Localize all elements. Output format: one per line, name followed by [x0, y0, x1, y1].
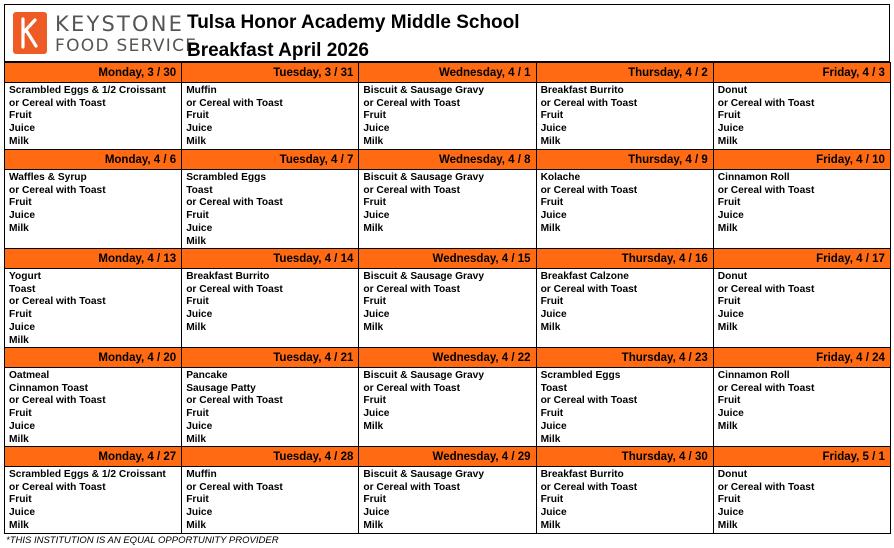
menu-item: Fruit — [540, 494, 564, 506]
menu-items — [537, 170, 713, 236]
menu-item: Juice — [540, 420, 567, 432]
menu-item: Juice — [717, 123, 744, 135]
menu-item: Breakfast Burrito — [540, 469, 624, 480]
menu-header — [4, 4, 890, 62]
menu-item: or Cereal with Toast — [363, 97, 460, 109]
menu-items — [5, 83, 181, 149]
menu-item: Milk — [363, 420, 384, 432]
day-cell — [537, 249, 714, 348]
menu-item: Pancake — [186, 370, 228, 381]
day-cell — [537, 150, 714, 249]
menu-item: Juice — [9, 420, 36, 432]
day-cell — [182, 249, 359, 348]
menu-item: Milk — [186, 519, 207, 531]
menu-item: Sausage Patty — [186, 382, 256, 394]
menu-item: Biscuit & Sausage Gravy — [363, 85, 484, 96]
menu-item: Milk — [9, 334, 29, 346]
menu-item: Milk — [186, 235, 207, 247]
menu-item: Milk — [717, 321, 738, 333]
menu-item: Juice — [363, 309, 390, 321]
menu-item: Milk — [540, 519, 561, 531]
menu-item: Scrambled Eggs — [540, 370, 621, 381]
menu-item: Juice — [186, 507, 213, 519]
menu-items — [182, 170, 358, 248]
menu-item: Milk — [540, 222, 561, 234]
day-cell — [714, 63, 891, 150]
menu-item: or Cereal with Toast — [9, 395, 106, 407]
day-cell — [359, 150, 536, 249]
menu-items — [359, 467, 535, 533]
day-header: Friday, 4 / 10 — [714, 150, 890, 170]
menu-item: Juice — [186, 222, 213, 234]
menu-item: Juice — [363, 408, 390, 420]
day-header: Monday, 4 / 20 — [5, 348, 181, 368]
menu-item: Juice — [363, 507, 390, 519]
menu-items — [714, 170, 890, 236]
menu-item: Milk — [186, 135, 207, 147]
menu-item: Milk — [540, 135, 561, 147]
menu-item: Breakfast Burrito — [186, 271, 270, 282]
menu-item: Juice — [540, 210, 567, 222]
menu-item: Fruit — [363, 197, 387, 209]
logo-text-keystone: KEYSTONE — [55, 12, 185, 36]
menu-item: Fruit — [9, 408, 32, 420]
day-cell — [537, 348, 714, 447]
day-cell — [714, 249, 891, 348]
menu-items — [182, 83, 358, 149]
day-cell — [182, 63, 359, 150]
menu-item: Fruit — [186, 210, 209, 222]
menu-item: Fruit — [717, 197, 741, 209]
day-cell — [359, 348, 536, 447]
day-header: Tuesday, 4 / 28 — [182, 447, 358, 467]
day-cell — [714, 447, 891, 534]
menu-item: Biscuit & Sausage Gravy — [363, 172, 484, 183]
menu-item: Milk — [717, 222, 738, 234]
menu-item: Juice — [717, 408, 744, 420]
week-row — [5, 348, 891, 447]
menu-items — [714, 269, 890, 335]
menu-item: Scrambled Eggs & 1/2 Croissant — [9, 85, 166, 96]
menu-item: Milk — [717, 135, 738, 147]
menu-item: Fruit — [186, 408, 209, 420]
menu-item: Milk — [9, 519, 29, 531]
menu-item: Biscuit & Sausage Gravy — [363, 370, 484, 381]
day-cell — [5, 150, 182, 249]
day-header: Thursday, 4 / 30 — [537, 447, 713, 467]
menu-item: Fruit — [9, 494, 32, 506]
menu-item: or Cereal with Toast — [186, 283, 283, 295]
day-cell — [182, 150, 359, 249]
menu-item: Milk — [363, 519, 384, 531]
menu-item: or Cereal with Toast — [717, 184, 815, 196]
menu-item: Toast — [186, 184, 213, 196]
menu-items — [537, 368, 713, 446]
menu-item: Milk — [717, 420, 738, 432]
menu-item: Juice — [540, 309, 567, 321]
keystone-logo — [13, 11, 198, 57]
menu-item: Juice — [363, 210, 390, 222]
menu-item: Donut — [717, 271, 748, 282]
menu-item: Juice — [717, 507, 744, 519]
day-header: Wednesday, 4 / 1 — [359, 63, 535, 83]
menu-items — [5, 368, 181, 446]
menu-items — [182, 269, 358, 335]
menu-item: Fruit — [717, 110, 741, 122]
menu-item: or Cereal with Toast — [717, 481, 815, 493]
menu-item: Milk — [186, 433, 207, 445]
week-row — [5, 249, 891, 348]
menu-item: Fruit — [540, 197, 564, 209]
day-header: Friday, 4 / 24 — [714, 348, 890, 368]
menu-item: Fruit — [9, 110, 32, 122]
menu-item: Fruit — [717, 296, 741, 308]
menu-item: Fruit — [717, 494, 741, 506]
menu-item: Muffin — [186, 469, 217, 480]
day-header: Tuesday, 3 / 31 — [182, 63, 358, 83]
day-header: Thursday, 4 / 23 — [537, 348, 713, 368]
menu-item: or Cereal with Toast — [186, 395, 283, 407]
day-header: Thursday, 4 / 2 — [537, 63, 713, 83]
menu-items — [5, 467, 181, 533]
menu-item: Fruit — [540, 408, 564, 420]
week-row — [5, 62, 891, 150]
school-title: Tulsa Honor Academy Middle School — [187, 12, 520, 33]
day-cell — [5, 348, 182, 447]
menu-items — [359, 269, 535, 335]
menu-item: Fruit — [186, 296, 209, 308]
day-cell — [537, 447, 714, 534]
menu-items — [714, 83, 890, 149]
menu-item: or Cereal with Toast — [9, 296, 106, 308]
menu-item: or Cereal with Toast — [363, 382, 460, 394]
menu-item: Scrambled Eggs — [186, 172, 267, 183]
menu-item: Juice — [717, 210, 744, 222]
menu-item: Oatmeal — [9, 370, 50, 381]
menu-item: Milk — [363, 321, 384, 333]
menu-item: Juice — [9, 507, 36, 519]
menu-item: Donut — [717, 85, 748, 96]
day-header: Thursday, 4 / 9 — [537, 150, 713, 170]
day-cell — [359, 447, 536, 534]
menu-item: or Cereal with Toast — [717, 382, 815, 394]
menu-subtitle: Breakfast April 2026 — [187, 40, 370, 61]
menu-item: Cinnamon Roll — [717, 172, 790, 183]
week-row — [5, 150, 891, 249]
menu-items — [182, 368, 358, 446]
menu-item: Milk — [363, 222, 384, 234]
menu-item: Fruit — [540, 110, 564, 122]
day-header: Wednesday, 4 / 8 — [359, 150, 535, 170]
menu-item: or Cereal with Toast — [717, 283, 815, 295]
menu-item: Breakfast Burrito — [540, 85, 624, 96]
menu-items — [182, 467, 358, 533]
day-header: Friday, 4 / 3 — [714, 63, 890, 83]
menu-item: Juice — [717, 309, 744, 321]
menu-item: or Cereal with Toast — [363, 481, 460, 493]
menu-item: Fruit — [186, 110, 209, 122]
day-cell — [714, 348, 891, 447]
menu-items — [537, 269, 713, 335]
menu-item: or Cereal with Toast — [363, 184, 460, 196]
menu-items — [714, 368, 890, 434]
menu-item: Scrambled Eggs & 1/2 Croissant — [9, 469, 166, 480]
menu-item: Milk — [717, 519, 738, 531]
menu-item: or Cereal with Toast — [363, 283, 460, 295]
day-header: Friday, 5 / 1 — [714, 447, 890, 467]
menu-item: Juice — [540, 123, 567, 135]
menu-item: Toast — [540, 382, 567, 394]
menu-items — [537, 83, 713, 149]
menu-item: Muffin — [186, 85, 217, 96]
menu-item: or Cereal with Toast — [9, 184, 106, 196]
menu-item: Waffles & Syrup — [9, 172, 87, 183]
menu-item: Cinnamon Roll — [717, 370, 790, 381]
menu-item: Milk — [363, 135, 384, 147]
day-header: Tuesday, 4 / 7 — [182, 150, 358, 170]
menu-item: Milk — [9, 222, 29, 234]
day-header: Monday, 3 / 30 — [5, 63, 181, 83]
menu-items — [359, 170, 535, 236]
menu-item: Juice — [363, 123, 390, 135]
menu-item: or Cereal with Toast — [540, 395, 638, 407]
day-header: Wednesday, 4 / 29 — [359, 447, 535, 467]
menu-item: Fruit — [363, 494, 387, 506]
menu-item: or Cereal with Toast — [9, 481, 106, 493]
week-row — [5, 447, 891, 534]
menu-items — [5, 269, 181, 347]
menu-item: or Cereal with Toast — [540, 283, 638, 295]
menu-item: Milk — [9, 433, 29, 445]
day-header: Monday, 4 / 13 — [5, 249, 181, 269]
menu-items — [714, 467, 890, 533]
day-cell — [537, 63, 714, 150]
menu-item: Yogurt — [9, 271, 42, 282]
day-header: Tuesday, 4 / 14 — [182, 249, 358, 269]
menu-item: Juice — [9, 321, 36, 333]
menu-item: Fruit — [363, 110, 387, 122]
menu-item: or Cereal with Toast — [186, 197, 283, 209]
menu-item: or Cereal with Toast — [717, 97, 815, 109]
day-header: Tuesday, 4 / 21 — [182, 348, 358, 368]
menu-calendar-grid — [4, 62, 891, 534]
logo-text-food-service: FOOD SERVICE — [55, 36, 198, 56]
day-cell — [714, 150, 891, 249]
menu-item: Juice — [540, 507, 567, 519]
menu-item: Milk — [9, 135, 29, 147]
menu-item: Toast — [9, 283, 36, 295]
menu-items — [359, 368, 535, 434]
menu-item: Breakfast Calzone — [540, 271, 629, 282]
menu-item: Milk — [540, 321, 561, 333]
menu-item: or Cereal with Toast — [540, 97, 638, 109]
menu-item: Fruit — [186, 494, 209, 506]
menu-item: Juice — [9, 210, 36, 222]
menu-item: Milk — [186, 321, 207, 333]
menu-item: Juice — [186, 420, 213, 432]
menu-item: Fruit — [9, 197, 32, 209]
menu-item: or Cereal with Toast — [9, 97, 106, 109]
day-cell — [182, 348, 359, 447]
menu-item: Biscuit & Sausage Gravy — [363, 271, 484, 282]
day-cell — [359, 63, 536, 150]
day-cell — [182, 447, 359, 534]
menu-item: Fruit — [363, 296, 387, 308]
menu-items — [359, 83, 535, 149]
menu-item: Juice — [186, 309, 213, 321]
menu-items — [5, 170, 181, 236]
day-cell — [5, 447, 182, 534]
menu-item: or Cereal with Toast — [540, 184, 638, 196]
day-header: Thursday, 4 / 16 — [537, 249, 713, 269]
day-cell — [5, 63, 182, 150]
menu-item: or Cereal with Toast — [186, 481, 283, 493]
menu-item: Fruit — [9, 309, 32, 321]
day-cell — [359, 249, 536, 348]
menu-item: Milk — [540, 433, 561, 445]
day-header: Friday, 4 / 17 — [714, 249, 890, 269]
menu-item: Biscuit & Sausage Gravy — [363, 469, 484, 480]
menu-item: Kolache — [540, 172, 581, 183]
menu-item: Fruit — [540, 296, 564, 308]
day-header: Wednesday, 4 / 22 — [359, 348, 535, 368]
day-header: Monday, 4 / 27 — [5, 447, 181, 467]
menu-item: Fruit — [717, 395, 741, 407]
day-cell — [5, 249, 182, 348]
menu-item: Juice — [9, 123, 36, 135]
menu-item: or Cereal with Toast — [186, 97, 283, 109]
menu-item: Donut — [717, 469, 748, 480]
day-header: Wednesday, 4 / 15 — [359, 249, 535, 269]
menu-item: Cinnamon Toast — [9, 382, 89, 394]
menu-items — [537, 467, 713, 533]
day-header: Monday, 4 / 6 — [5, 150, 181, 170]
menu-item: Juice — [186, 123, 213, 135]
k-logo-icon — [13, 12, 47, 54]
menu-item: Fruit — [363, 395, 387, 407]
menu-item: or Cereal with Toast — [540, 481, 638, 493]
equal-opportunity-footer: *THIS INSTITUTION IS AN EQUAL OPPORTUNITY PROVIDER — [6, 535, 279, 546]
